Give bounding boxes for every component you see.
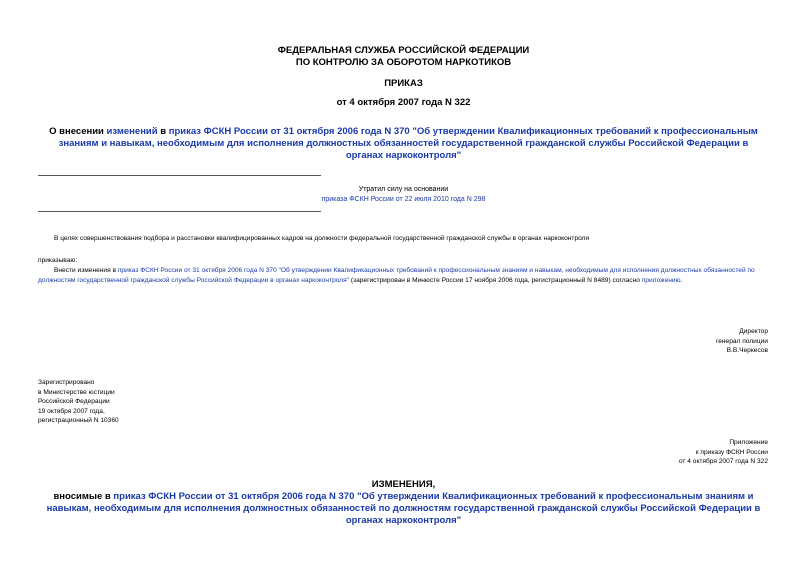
changes-heading: ИЗМЕНЕНИЯ, xyxy=(371,479,436,490)
order-370-text-link[interactable]: приказ ФСКН России от 31 октября 2006 года N 370 "Об утверждении Квалификационных требований к профессиональным знаниям и навыкам, необходимым для исполнения должностных обязанностей по должностям государственной гражданской службы Российской Федерации в органах наркоконтроля" xyxy=(38,267,755,284)
title-prefix: О внесении xyxy=(49,126,107,137)
orders-word: приказываю: xyxy=(38,257,78,264)
changes-prefix: вносимые в xyxy=(53,491,114,502)
doc-date-number: от 4 октября 2007 года N 322 xyxy=(336,97,471,108)
appendix-line-3: от 4 октября 2007 года N 322 xyxy=(678,458,768,465)
registration-line-4: 19 октября 2007 года, xyxy=(38,407,105,415)
order-370-link[interactable]: приказ ФСКН России от 31 октября 2006 года N 370 "Об утверждении Квалификационных требований к профессиональным знаниям и навыкам, необходимым для исполнения должностных обязанностей государственной гражданской службы Российской Федерации в органах наркоконтроля" xyxy=(58,126,758,161)
paragraph-1 xyxy=(38,266,773,285)
p1-mid: (зарегистрирован в Минюсте России 17 ноября 2006 года, регистрационный N 8489) согласно xyxy=(349,276,642,284)
preamble: В целях совершенствования подбора и расстановки квалифицированных кадров на должности федеральной государственной гражданской службы в органах наркоконтроля xyxy=(54,235,590,242)
signature-position-1: Директор xyxy=(739,328,768,335)
registration-line-5: регистрационный N 10360 xyxy=(38,417,119,424)
appendix-block xyxy=(500,438,768,467)
doc-title xyxy=(40,126,767,162)
title-mid: в xyxy=(157,126,169,137)
agency-name xyxy=(0,45,807,69)
p1-end: . xyxy=(680,276,683,284)
doc-type: ПРИКАЗ xyxy=(384,78,423,89)
agency-line-1: ФЕДЕРАЛЬНАЯ СЛУЖБА РОССИЙСКОЙ ФЕДЕРАЦИИ xyxy=(277,45,530,56)
registration-line-2: в Министерстве юстиции xyxy=(38,388,115,396)
signature-block xyxy=(500,327,768,356)
p1-start: Внести изменения в xyxy=(54,267,118,274)
registration-block xyxy=(38,378,288,426)
status-block xyxy=(0,185,807,205)
repeal-order-link[interactable]: приказа ФСКН России от 22 июля 2010 года N 298 xyxy=(321,196,486,203)
status-text: Утратил силу на основании xyxy=(358,186,449,193)
registration-line-1: Зарегистрировано xyxy=(38,379,95,386)
changes-link[interactable]: изменений xyxy=(106,126,158,137)
signature-name: В.В.Черкесов xyxy=(726,347,768,354)
appendix-link[interactable]: приложению xyxy=(641,276,681,284)
appendix-line-2: к приказу ФСКН России xyxy=(695,448,768,456)
divider-bottom xyxy=(38,211,321,212)
changes-subtitle xyxy=(40,491,767,527)
appendix-line-1: Приложение xyxy=(729,439,768,446)
signature-position-2: генерал полиции xyxy=(715,337,768,345)
registration-line-3: Российской Федерации xyxy=(38,398,110,405)
divider-top xyxy=(38,175,321,176)
agency-line-2: ПО КОНТРОЛЮ ЗА ОБОРОТОМ НАРКОТИКОВ xyxy=(295,57,512,68)
changes-order-link[interactable]: приказ ФСКН России от 31 октября 2006 года N 370 "Об утверждении Квалификационных требований к профессиональным знаниям и навыкам, необходимым для исполнения должностных обязанностей по должностям государственной гражданской службы Российской Федерации в органах наркоконтроля" xyxy=(46,491,761,526)
